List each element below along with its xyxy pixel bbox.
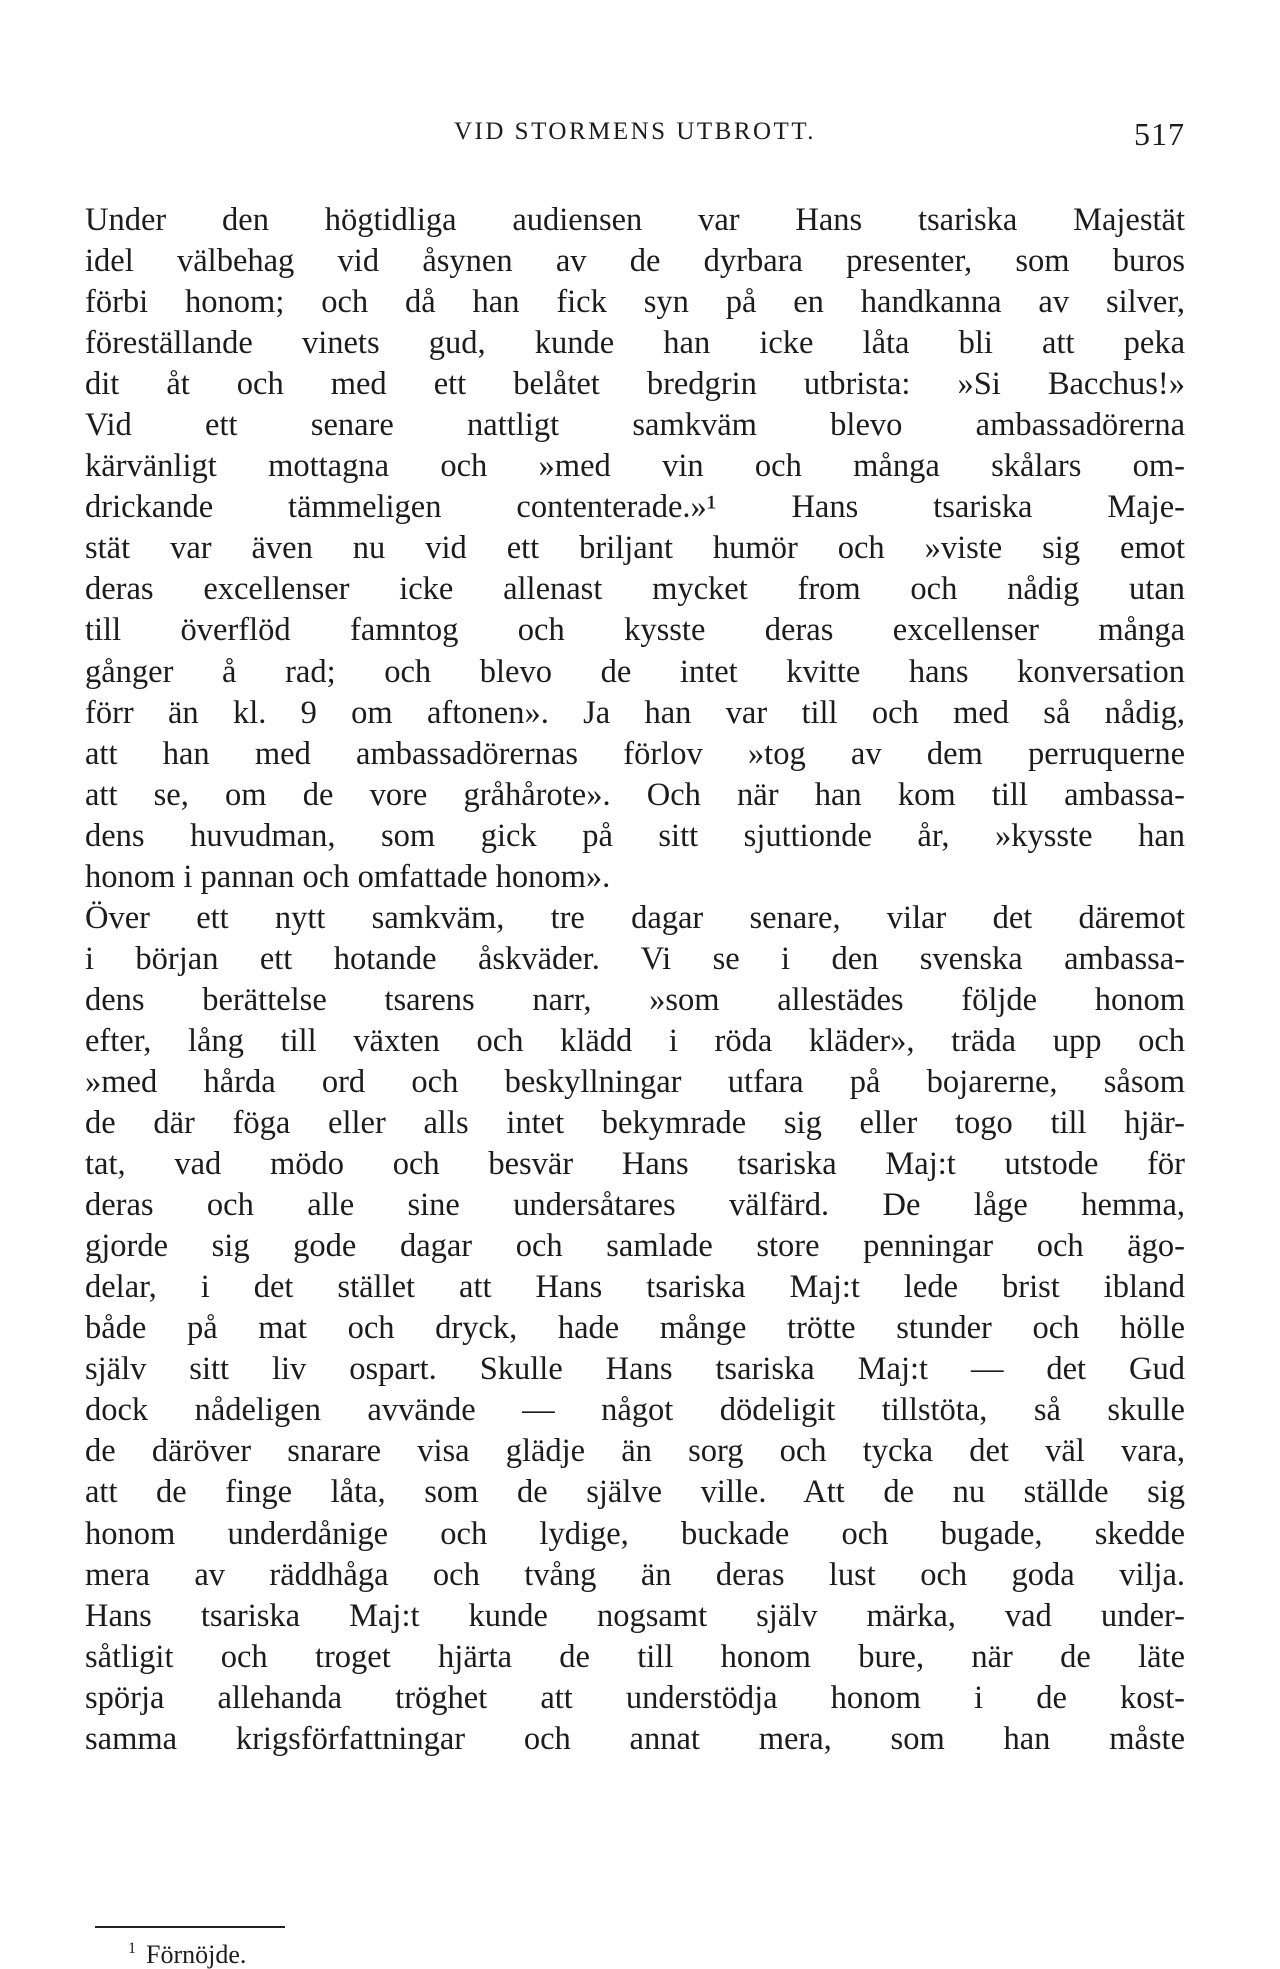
text-line: att han med ambassadörernas förlov »tog av dem perruquerne: [85, 735, 1185, 772]
text-line: till överflöd famntog och kysste deras excellenser många: [85, 612, 1185, 649]
text-line: gjorde sig gode dagar och samlade store penningar och ägo-: [85, 1228, 1185, 1265]
text-line: drickande tämmeligen contenterade.»¹ Hans tsariska Maje-: [85, 489, 1185, 526]
text-line: både på mat och dryck, hade månge trötte stunder och hölle: [85, 1310, 1185, 1347]
text-line: Hans tsariska Maj:t kunde nogsamt själv märka, vad under-: [85, 1597, 1185, 1634]
text-line: de där föga eller alls intet bekymrade sig eller togo till hjär-: [85, 1105, 1185, 1142]
text-line: dens huvudman, som gick på sitt sjuttionde år, »kysste han: [85, 817, 1185, 854]
text-line: föreställande vinets gud, kunde han icke låta bli att peka: [85, 325, 1185, 362]
footnote-text: Förnöjde.: [146, 1940, 247, 1969]
text-line: honom i pannan och omfattade honom».: [85, 858, 611, 895]
text-line: dit åt och med ett belåtet bredgrin utbrista: »Si Bacchus!»: [85, 366, 1185, 403]
text-line: dock nådeligen avvände — något dödeligit tillstöta, så skulle: [85, 1392, 1185, 1429]
text-line: gånger å rad; och blevo de intet kvitte hans konversation: [85, 653, 1185, 690]
text-line: »med hårda ord och beskyllningar utfara på bojarerne, såsom: [85, 1063, 1185, 1100]
text-line: deras excellenser icke allenast mycket from och nådig utan: [85, 571, 1185, 608]
text-line: i början ett hotande åskväder. Vi se i den svenska ambassa-: [85, 940, 1185, 977]
text-line: dens berättelse tsarens narr, »som allestädes följde honom: [85, 981, 1185, 1018]
text-line: de däröver snarare visa glädje än sorg och tycka det väl vara,: [85, 1433, 1185, 1470]
text-line: honom underdånige och lydige, buckade och bugade, skedde: [85, 1515, 1185, 1552]
footnote-marker: 1: [128, 1940, 136, 1957]
page-number: 517: [1134, 116, 1185, 152]
text-line: efter, lång till växten och klädd i röda kläder», träda upp och: [85, 1022, 1185, 1059]
footnote-divider: [95, 1926, 285, 1928]
text-line: spörja allehanda tröghet att understödja honom i de kost-: [85, 1679, 1185, 1716]
text-line: delar, i det stället att Hans tsariska Maj:t lede brist ibland: [85, 1269, 1185, 1306]
running-title: VID STORMENS UTBROTT.: [453, 118, 816, 145]
text-line: förr än kl. 9 om aftonen». Ja han var till och med så nådig,: [85, 694, 1185, 731]
text-line: att de finge låta, som de själve ville. Att de nu ställde sig: [85, 1474, 1185, 1511]
text-line: Över ett nytt samkväm, tre dagar senare, vilar det däremot: [85, 899, 1185, 936]
text-line: mera av räddhåga och tvång än deras lust och goda vilja.: [85, 1556, 1185, 1593]
text-line: själv sitt liv ospart. Skulle Hans tsariska Maj:t — det Gud: [85, 1351, 1185, 1388]
footnote: [128, 1942, 246, 1968]
body-text: [85, 200, 1185, 1760]
text-line: förbi honom; och då han fick syn på en handkanna av silver,: [85, 284, 1185, 321]
text-line: stät var även nu vid ett briljant humör och »viste sig emot: [85, 530, 1185, 567]
running-head: [85, 118, 1185, 158]
text-line: kärvänligt mottagna och »med vin och många skålars om-: [85, 448, 1185, 485]
text-line: Under den högtidliga audiensen var Hans tsariska Majestät: [85, 202, 1185, 238]
text-line: tat, vad mödo och besvär Hans tsariska Maj:t utstode för: [85, 1146, 1185, 1183]
text-line: samma krigsförfattningar och annat mera, som han måste: [85, 1720, 1185, 1757]
text-line: deras och alle sine undersåtares välfärd. De låge hemma,: [85, 1187, 1185, 1224]
text-line: idel välbehag vid åsynen av de dyrbara presenter, som buros: [85, 243, 1185, 280]
text-line: Vid ett senare nattligt samkväm blevo ambassadörerna: [85, 407, 1185, 444]
text-line: såtligit och troget hjärta de till honom bure, när de läte: [85, 1638, 1185, 1675]
text-line: att se, om de vore gråhårote». Och när han kom till ambassa-: [85, 776, 1185, 813]
